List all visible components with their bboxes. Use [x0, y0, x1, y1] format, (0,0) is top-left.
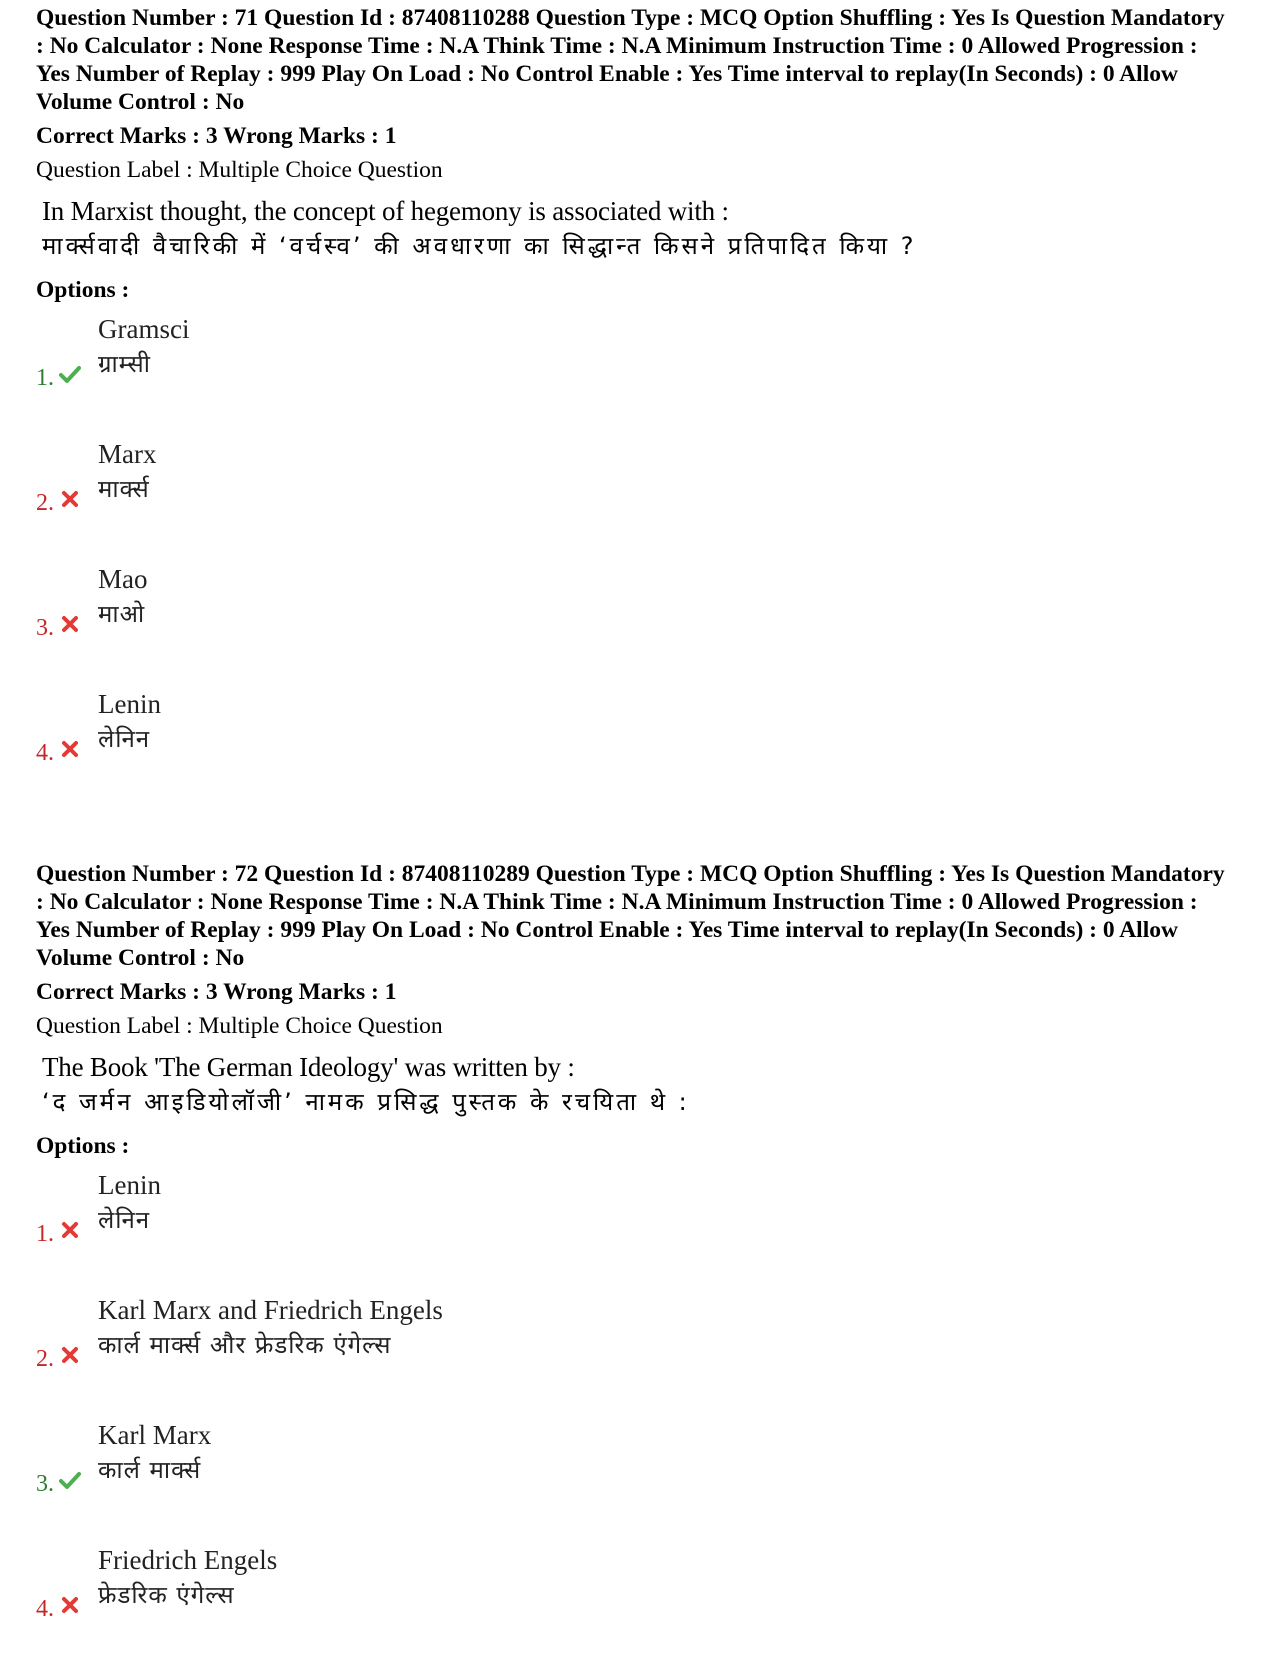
cross-icon — [58, 1218, 82, 1242]
option-text-english: Mao — [98, 564, 148, 594]
option-number: 3. — [36, 615, 54, 641]
option-text — [98, 312, 189, 382]
option-text-hindi: कार्ल मार्क्स — [98, 1456, 202, 1484]
option-2 — [36, 429, 1236, 554]
option-text-english: Lenin — [98, 1170, 161, 1200]
option-text-english: Friedrich Engels — [98, 1545, 278, 1575]
question-71 — [36, 4, 1236, 804]
question-text-hindi: ‘द जर्मन आइडियोलॉजी’ नामक प्रसिद्ध पुस्तक के रचयिता थे : — [42, 1088, 690, 1116]
option-text-english: Karl Marx and Friedrich Engels — [98, 1295, 443, 1325]
option-text — [98, 687, 161, 757]
option-text — [98, 562, 148, 632]
question-text — [42, 1050, 1236, 1120]
cross-icon — [58, 737, 82, 761]
option-4 — [36, 679, 1236, 804]
question-text-english: In Marxist thought, the concept of hegemony is associated with : — [42, 196, 729, 226]
options-title: Options : — [36, 1133, 130, 1159]
option-text-hindi: माओ — [98, 600, 146, 628]
option-number: 1. — [36, 365, 54, 391]
option-text — [98, 1293, 443, 1363]
option-text-hindi: ग्राम्सी — [98, 350, 151, 378]
option-number: 1. — [36, 1221, 54, 1247]
question-text — [42, 194, 1236, 264]
check-icon — [58, 1468, 82, 1492]
option-number: 4. — [36, 1596, 54, 1622]
question-meta: Question Number : 71 Question Id : 87408110288 Question Type : MCQ Option Shuffling : Yes Is Question Mandatory : No Calculator : None Response Time : N.A Think Time : N.A Minimum Instruction Time : 0 Allowed Progression : Yes Number of Replay : 999 Play On Load : No Control Enable : Yes Time interval to replay(In Seconds) : 0 Allow Volume Control : No — [36, 5, 1225, 115]
option-text — [98, 1168, 161, 1238]
option-text-hindi: कार्ल मार्क्स और फ्रेडरिक एंगेल्स — [98, 1331, 392, 1359]
option-text-english: Karl Marx — [98, 1420, 212, 1450]
option-text-english: Gramsci — [98, 314, 190, 344]
cross-icon — [58, 1343, 82, 1367]
option-number: 2. — [36, 490, 54, 516]
option-text-english: Marx — [98, 439, 157, 469]
option-1 — [36, 304, 1236, 429]
question-label: Question Label : Multiple Choice Question — [36, 1013, 443, 1039]
option-text — [98, 437, 156, 507]
options-list — [36, 1160, 1236, 1660]
options-list — [36, 304, 1236, 804]
cross-icon — [58, 612, 82, 636]
question-marks: Correct Marks : 3 Wrong Marks : 1 — [36, 979, 397, 1005]
option-text — [98, 1418, 211, 1488]
cross-icon — [58, 487, 82, 511]
option-1 — [36, 1160, 1236, 1285]
option-text-hindi: लेनिन — [98, 1206, 151, 1234]
option-2 — [36, 1285, 1236, 1410]
question-meta: Question Number : 72 Question Id : 87408110289 Question Type : MCQ Option Shuffling : Yes Is Question Mandatory : No Calculator : None Response Time : N.A Think Time : N.A Minimum Instruction Time : 0 Allowed Progression : Yes Number of Replay : 999 Play On Load : No Control Enable : Yes Time interval to replay(In Seconds) : 0 Allow Volume Control : No — [36, 861, 1225, 971]
option-text-english: Lenin — [98, 689, 161, 719]
check-icon — [58, 362, 82, 386]
cross-icon — [58, 1593, 82, 1617]
question-text-hindi: मार्क्सवादी वैचारिकी में ‘वर्चस्व’ की अवधारणा का सिद्धान्त किसने प्रतिपादित किया ? — [42, 232, 917, 260]
question-72 — [36, 860, 1236, 1660]
question-label: Question Label : Multiple Choice Question — [36, 157, 443, 183]
option-number: 3. — [36, 1471, 54, 1497]
option-text-hindi: लेनिन — [98, 725, 151, 753]
option-text-hindi: मार्क्स — [98, 475, 150, 503]
option-number: 2. — [36, 1346, 54, 1372]
question-marks: Correct Marks : 3 Wrong Marks : 1 — [36, 123, 397, 149]
option-text-hindi: फ्रेडरिक एंगेल्स — [98, 1581, 235, 1609]
option-number: 4. — [36, 740, 54, 766]
option-text — [98, 1543, 277, 1613]
option-3 — [36, 1410, 1236, 1535]
option-4 — [36, 1535, 1236, 1660]
option-3 — [36, 554, 1236, 679]
question-text-english: The Book 'The German Ideology' was written by : — [42, 1052, 575, 1082]
options-title: Options : — [36, 277, 130, 303]
